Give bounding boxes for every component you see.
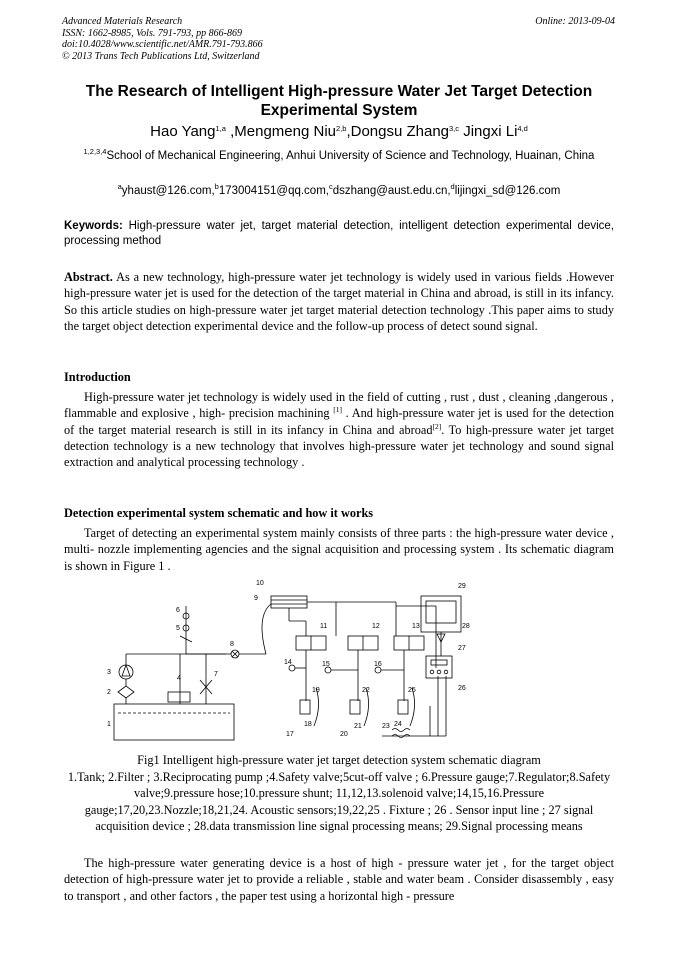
citation-ref[interactable]: [2] (432, 421, 442, 431)
abstract-text: As a new technology, high-pressure water jet technology is widely used in various fields .However high-pressure water jet is used for the detection of the target material in China and abroad, is still in its infancy. So this article studies on high-pressure water jet target material detection technology .This paper aims to study the target object detection experimental device and the follow-up process of detect sound signal. (64, 270, 614, 333)
email-list (62, 184, 616, 199)
label-24: 24 (394, 721, 402, 728)
signal-processing-monitor (421, 596, 461, 632)
author-name: Mengmeng Niu (234, 123, 336, 140)
label-8: 8 (230, 641, 234, 648)
label-18: 18 (304, 721, 312, 728)
label-7: 7 (214, 671, 218, 678)
author-name: Jingxi Li (463, 123, 518, 140)
email-sup: c (328, 182, 333, 191)
label-19: 19 (312, 687, 320, 694)
nozzle-17 (300, 700, 310, 714)
journal-name: Advanced Materials Research (62, 16, 183, 27)
nozzle-23 (398, 700, 408, 714)
label-9: 9 (254, 595, 258, 602)
safety-valve-shape (168, 692, 190, 702)
affiliation-text: School of Mechanical Engineering, Anhui University of Science and Technology, Huainan, China (106, 150, 595, 162)
email-link[interactable]: dszhang@aust.edu.cn, (332, 185, 451, 197)
online-date: Online: 2013-09-04 (535, 16, 615, 27)
label-29: 29 (458, 583, 466, 590)
label-21: 21 (354, 723, 362, 730)
label-16: 16 (374, 661, 382, 668)
label-12: 12 (372, 623, 380, 630)
label-28: 28 (462, 623, 470, 630)
affiliation (62, 149, 616, 164)
caption-title: Fig1 Intelligent high-pressure water jet target detection system schematic diagram (137, 753, 541, 767)
label-27: 27 (458, 645, 466, 652)
label-10: 10 (256, 580, 264, 587)
copyright: © 2013 Trans Tech Publications Ltd, Switzerland (62, 50, 260, 62)
label-23: 23 (382, 723, 390, 730)
signal-acquisition-device (426, 656, 452, 678)
label-2: 2 (107, 689, 111, 696)
keywords-label: Keywords: (64, 220, 123, 232)
intro-text-2: . And high-pressure water jet is used for the detection of the target material research is still in its infancy in China and abroad (64, 406, 614, 437)
abstract-label: Abstract. (64, 270, 113, 284)
label-17: 17 (286, 731, 294, 738)
label-4: 4 (177, 675, 181, 682)
label-6: 6 (176, 607, 180, 614)
label-25: 25 (408, 687, 416, 694)
journal-header (62, 16, 263, 62)
email-link[interactable]: lijingxi_sd@126.com (454, 185, 561, 197)
author-sup: 4,d (517, 124, 528, 133)
intro-text-3: . To high-pressure water jet target detection technology is a new technology that involves high-pressure water jet technology and sound signal extraction and analytical processing technology . (64, 422, 614, 470)
intro-text-1: High-pressure water jet technology is widely used in the field of cutting , rust , dust , cleaning ,dangerous , flammable and explosive , high- precision machining (64, 390, 614, 421)
keywords (64, 219, 614, 249)
diagram-lines (114, 596, 461, 740)
figure-caption (64, 752, 614, 835)
label-1: 1 (107, 721, 111, 728)
author-list (62, 123, 616, 141)
section2-heading: Detection experimental system schematic and how it works (64, 506, 374, 520)
paper-title: The Research of Intelligent High-pressure Water Jet Target Detection Experimental System (85, 83, 593, 119)
nozzle-20 (350, 700, 360, 714)
label-5: 5 (176, 625, 180, 632)
affiliation-sup: 1,2,3,4 (83, 147, 107, 156)
introduction-heading: Introduction (64, 370, 131, 384)
issn: ISSN: 1662-8985, Vols. 791-793, pp 866-869 (62, 27, 242, 39)
email-sup: b (214, 182, 219, 191)
label-22: 22 (362, 687, 370, 694)
introduction-paragraph (64, 389, 614, 470)
author-sup: 3,c (449, 124, 460, 133)
label-13: 13 (412, 623, 420, 630)
author-sep: , (225, 123, 235, 140)
pressure-shunt-shape (271, 596, 307, 608)
keywords-text: High-pressure water jet, target material detection, intelligent detection experimental device, processing method (64, 220, 614, 247)
label-20: 20 (340, 731, 348, 738)
caption-body: 1.Tank; 2.Filter ; 3.Reciprocating pump ;4.Safety valve;5cut-off valve ; 6.Pressure gauge;7.Regulator;8.Safety valve;9.pressure hose;10.pressure shunt; 11,12,13.solenoid valve;14,15,16.Pressure gauge;17,20,23.Nozzle;18,21,24. Acoustic sensors;19,22,25 . Fixture ; 26 . Sensor input line ; 27 signal acquisition device ; 28.data transmission line signal processing means; 29.Signal processing means (67, 769, 611, 833)
author-sep: , (346, 123, 351, 140)
section2-paragraph: Target of detecting an experimental system mainly consists of three parts : the high-pressure water device , multi- nozzle implementing agencies and the signal acquisition and processing system . Its schematic diagram is shown in Figure 1 . (64, 526, 614, 573)
author-name: Dongsu Zhang (350, 123, 450, 140)
body-paragraph: The high-pressure water generating device is a host of high - pressure water jet , for the target object detection of high-pressure water jet to provide a reliable , stable and water beam . Consider disassembly , easy to transport , and other factors , the paper test using a horizontal high - pressure (64, 856, 614, 903)
doi: doi:10.4028/www.scientific.net/AMR.791-793.866 (62, 39, 263, 50)
filter-shape (118, 686, 134, 698)
email-link[interactable]: yhaust@126.com, (121, 185, 215, 197)
label-26: 26 (458, 685, 466, 692)
author-sup: 2,b (336, 124, 347, 133)
label-11: 11 (320, 623, 328, 630)
label-3: 3 (107, 669, 111, 676)
citation-ref[interactable]: [1] (333, 405, 342, 415)
label-14: 14 (284, 659, 292, 666)
tank-shape (114, 704, 234, 740)
pump-shape (119, 665, 133, 679)
email-link[interactable]: 173004151@qq.com, (218, 185, 329, 197)
email-sup: d (450, 182, 455, 191)
author-name: Hao Yang (150, 123, 216, 140)
label-15: 15 (322, 661, 330, 668)
abstract (64, 269, 614, 334)
author-sup: 1,a (215, 124, 226, 133)
system-schematic-diagram (96, 576, 586, 748)
email-sup: a (117, 182, 122, 191)
